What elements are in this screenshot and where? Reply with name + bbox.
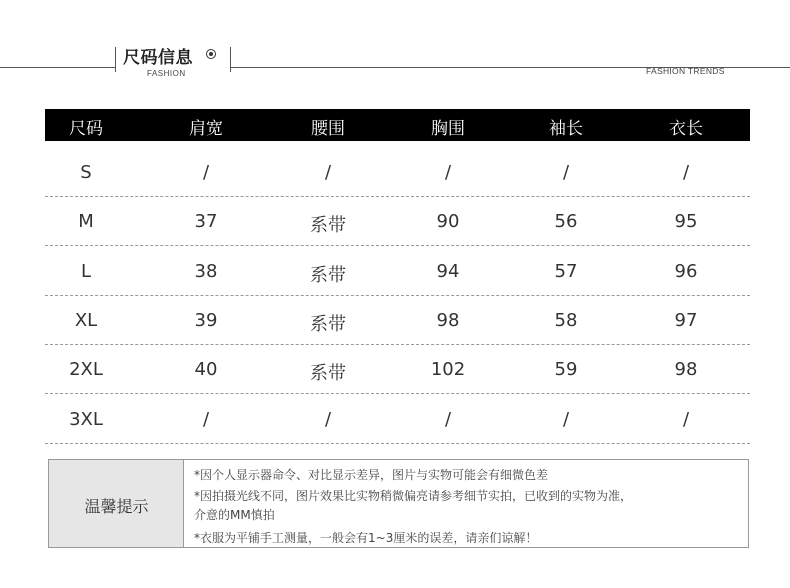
table-cell: 系带 — [310, 314, 346, 335]
size-cell: 3XL — [69, 409, 103, 430]
table-cell: 56 — [554, 211, 578, 232]
table-cell: / — [562, 409, 570, 430]
table-cell: / — [562, 162, 570, 183]
header-bracket-left — [115, 47, 116, 72]
table-cell: 系带 — [310, 215, 346, 236]
table-row — [45, 396, 750, 444]
table-cell: / — [202, 162, 210, 183]
column-header: 衣长 — [669, 119, 703, 139]
row-divider — [45, 393, 750, 394]
table-cell: 98 — [436, 310, 460, 331]
row-divider — [45, 295, 750, 296]
size-table-header — [45, 109, 750, 141]
column-header: 腰围 — [311, 119, 345, 139]
table-cell: 90 — [436, 211, 460, 232]
size-cell: XL — [74, 310, 98, 331]
table-cell: 96 — [674, 261, 698, 282]
table-row — [45, 198, 750, 246]
row-divider — [45, 443, 750, 444]
size-cell: 2XL — [69, 359, 103, 380]
table-cell: / — [324, 409, 332, 430]
table-cell: 102 — [430, 359, 466, 380]
size-cell: S — [80, 162, 92, 183]
note-line: *衣服为平铺手工测量，一般会有1~3厘米的误差，请亲们谅解！ — [194, 531, 538, 545]
column-header: 肩宽 — [189, 119, 223, 139]
size-cell: M — [78, 211, 94, 232]
page-subtitle: FASHION — [147, 69, 186, 78]
table-cell: / — [682, 162, 690, 183]
column-header: 尺码 — [69, 119, 103, 139]
column-header: 袖长 — [549, 119, 583, 139]
note-line: *因个人显示器命令、对比显示差异，图片与实物可能会有细微色差 — [194, 468, 549, 482]
notes-label-panel — [49, 460, 184, 547]
table-cell: 系带 — [310, 363, 346, 384]
header-bracket-right — [230, 47, 231, 72]
size-cell: L — [80, 261, 92, 282]
table-cell: 58 — [554, 310, 578, 331]
table-row — [45, 297, 750, 345]
table-cell: 系带 — [310, 265, 346, 286]
table-cell: 57 — [554, 261, 578, 282]
row-divider — [45, 344, 750, 345]
row-divider — [45, 196, 750, 197]
note-line: *因拍摄光线不同，图片效果比实物稍微偏亮请参考细节实拍，已收到的实物为准， — [194, 489, 633, 503]
header-divider-left — [0, 67, 115, 68]
table-row — [45, 346, 750, 394]
table-cell: 38 — [194, 261, 218, 282]
table-row — [45, 248, 750, 296]
table-cell: / — [444, 162, 452, 183]
table-cell: / — [202, 409, 210, 430]
target-dot-icon — [206, 49, 216, 59]
table-row — [45, 149, 750, 197]
table-cell: / — [324, 162, 332, 183]
row-divider — [45, 245, 750, 246]
table-cell: 95 — [674, 211, 698, 232]
table-cell: 37 — [194, 211, 218, 232]
table-cell: / — [444, 409, 452, 430]
table-cell: 97 — [674, 310, 698, 331]
table-cell: 98 — [674, 359, 698, 380]
table-cell: 94 — [436, 261, 460, 282]
page-title: 尺码信息 — [123, 48, 193, 68]
table-cell: 40 — [194, 359, 218, 380]
table-cell: / — [682, 409, 690, 430]
header-right-caption: FASHION TRENDS — [646, 66, 725, 76]
notes-label: 温馨提示 — [84, 497, 149, 516]
table-cell: 59 — [554, 359, 578, 380]
note-line: 介意的MM慎拍 — [194, 508, 275, 522]
notes-box — [48, 459, 749, 548]
column-header: 胸围 — [431, 119, 465, 139]
table-cell: 39 — [194, 310, 218, 331]
